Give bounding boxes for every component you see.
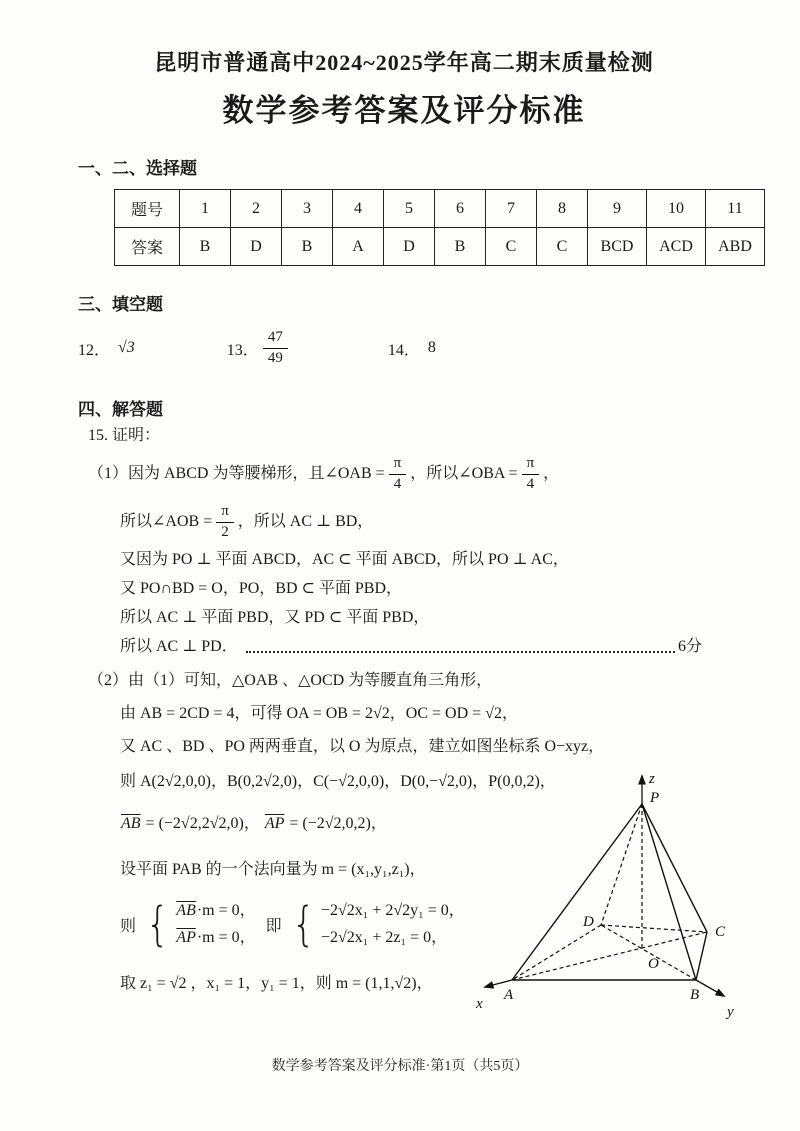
fraction-pi-over-4 (522, 455, 540, 493)
proof-line: 设平面 PAB 的一个法向量为 m = (x₁,y₁,z₁)， (120, 861, 426, 878)
page-footer: 数学参考答案及评分标准·第1页（共5页） (271, 1059, 529, 1074)
proof-text: 所以∠AOB = (120, 513, 213, 530)
answer-cell: B (435, 228, 486, 266)
question-number-cell: 3 (282, 190, 333, 228)
proof-line: （2）由（1）可知，△OAB 、△OCD 为等腰直角三角形， (88, 672, 493, 689)
equation-text: ·m = 0， (196, 901, 256, 919)
fraction-denominator: 4 (393, 475, 402, 492)
question-number-cell: 10 (647, 190, 706, 228)
exam-title: 昆明市普通高中2024~2025学年高二期末质量检测 (154, 50, 654, 75)
question-number-cell: 8 (537, 190, 588, 228)
equation (175, 928, 255, 948)
page-title: 数学参考答案及评分标准 (222, 93, 586, 128)
diagonal-AC-dashed (512, 932, 707, 980)
answer-cell: C (486, 228, 537, 266)
edge-PD-dashed (601, 804, 642, 925)
answer-14-value: 8 (427, 339, 436, 356)
vector-AB: $\overline{AB}$ (176, 901, 196, 919)
y-axis (696, 980, 724, 996)
row-header-number: 题号 (115, 190, 180, 228)
edge-PC (642, 804, 707, 932)
answer-cell: B (180, 228, 231, 266)
fill-blank-answers (78, 325, 730, 371)
answer-12-label: 12． (78, 341, 111, 359)
equation (175, 901, 255, 921)
label-O: O (648, 956, 659, 972)
x-axis (485, 980, 512, 987)
answer-cell: A (333, 228, 384, 266)
table-row-question-numbers (115, 190, 765, 228)
label-y: y (727, 1004, 734, 1020)
proof-text: 即 (265, 917, 282, 935)
choice-section-heading: 一、二、选择题 (78, 159, 197, 178)
blank-section-heading: 三、填空题 (78, 295, 163, 314)
equation-system-1 (175, 901, 255, 948)
answer-12 (78, 337, 135, 360)
solution-section-heading: 四、解答题 (78, 400, 163, 419)
vector-line (120, 811, 482, 837)
answer-14-label: 14． (387, 341, 420, 359)
proof-line: 又因为 PO ⊥ 平面 ABCD，AC ⊂ 平面 ABCD，所以 PO ⊥ AC， (120, 551, 569, 568)
fraction-denominator: 49 (267, 349, 283, 366)
proof-text: 所以 AC ⊥ PD． (120, 638, 238, 655)
equation: −2√2x₁ + 2√2y₁ = 0， (320, 901, 465, 919)
vector-AP: $\overline{AP}$ (176, 928, 196, 946)
answer-13-label: 13． (226, 341, 259, 359)
fraction-pi-over-4 (389, 455, 407, 493)
answer-14 (388, 337, 436, 360)
proof-text: ，所以 AC ⊥ BD， (237, 513, 374, 530)
equation-system-line (120, 891, 482, 957)
proof-text: ，所以∠OBA = (410, 465, 518, 482)
proof-line: 又 AC 、BD 、PO 两两垂直，以 O 为原点，建立如图坐标系 O−xyz， (120, 738, 605, 755)
proof-text: ， (543, 465, 560, 482)
equation: −2√2x₁ + 2z₁ = 0， (320, 928, 448, 946)
equation-system-2 (321, 901, 465, 948)
answer-cell: ACD (647, 228, 706, 266)
proof-line: 由 AB = 2CD = 4，可得 OA = OB = 2√2，OC = OD = √2， (120, 705, 518, 722)
proof-line: 又 PO∩BD = O，PO，BD ⊂ 平面 PBD， (120, 580, 403, 597)
fraction-denominator: 4 (526, 475, 535, 492)
edge-DA-dashed (512, 925, 601, 980)
question-number-cell: 11 (706, 190, 765, 228)
fraction-denominator: 2 (221, 523, 229, 540)
question-number-cell: 7 (486, 190, 537, 228)
pyramid-figure-svg (474, 768, 738, 1020)
answer-13 (227, 329, 292, 367)
fraction-numerator: 47 (263, 329, 288, 348)
dotted-leader (246, 651, 675, 653)
answer-12-value: √3 (118, 339, 135, 356)
question-number-cell: 6 (435, 190, 486, 228)
answer-cell: C (537, 228, 588, 266)
label-B: B (690, 987, 700, 1003)
equation-text: ·m = 0， (196, 928, 256, 946)
label-C: C (715, 924, 726, 940)
proof-line (88, 451, 730, 497)
pyramid-coordinate-figure (474, 768, 738, 1020)
answer-cell: B (282, 228, 333, 266)
fraction-numerator: π (522, 455, 540, 474)
proof-text: = (−2√2,2√2,0)， (141, 815, 260, 832)
question-number-cell: 4 (333, 190, 384, 228)
label-A: A (504, 987, 514, 1003)
proof-line: 所以 AC ⊥ 平面 PBD，又 PD ⊂ 平面 PBD， (120, 609, 430, 626)
answer-cell: D (231, 228, 282, 266)
vector-AP: $\overline{AP}$ (264, 815, 285, 832)
edge-DC-dashed (601, 925, 707, 932)
question-number-cell: 9 (588, 190, 647, 228)
answer-cell: ABD (706, 228, 765, 266)
edge-BC (696, 932, 707, 980)
proof-text: （1）因为 ABCD 为等腰梯形，且∠OAB = (88, 465, 385, 482)
fraction-numerator: π (216, 503, 234, 522)
left-brace: { (291, 897, 316, 951)
proof-text: = (−2√2,0,2)， (285, 815, 387, 832)
label-z: z (649, 771, 655, 787)
fraction-pi-over-2 (216, 503, 234, 541)
proof-line: 取 z₁ = √2 ，x₁ = 1，y₁ = 1，则 m = (1,1,√2)， (120, 975, 433, 992)
question-number-cell: 2 (231, 190, 282, 228)
question-number-cell: 1 (180, 190, 231, 228)
proof-text: 则 (120, 917, 137, 935)
answer-cell: D (384, 228, 435, 266)
answer-cell: BCD (588, 228, 647, 266)
question-number-cell: 5 (384, 190, 435, 228)
label-x: x (476, 996, 483, 1012)
vector-AB: $\overline{AB}$ (121, 815, 141, 832)
row-header-answer: 答案 (115, 228, 180, 266)
proof-conclusion-line (120, 634, 730, 660)
edge-PA (512, 804, 642, 980)
fraction-numerator: π (389, 455, 407, 474)
proof-line: 则 A(2√2,0,0)，B(0,2√2,0)，C(−√2,0,0)，D(0,−√2,0)，P(0,0,2)， (120, 773, 556, 790)
proof-line (120, 500, 730, 544)
question-15-label: 15. 证明： (88, 427, 161, 444)
choice-answer-table (114, 189, 765, 266)
answer-13-fraction (263, 329, 288, 367)
table-row-answers (115, 228, 765, 266)
score-badge: 6分 (677, 638, 702, 655)
left-brace: { (145, 897, 170, 951)
label-D: D (583, 914, 594, 930)
label-P: P (650, 790, 660, 806)
